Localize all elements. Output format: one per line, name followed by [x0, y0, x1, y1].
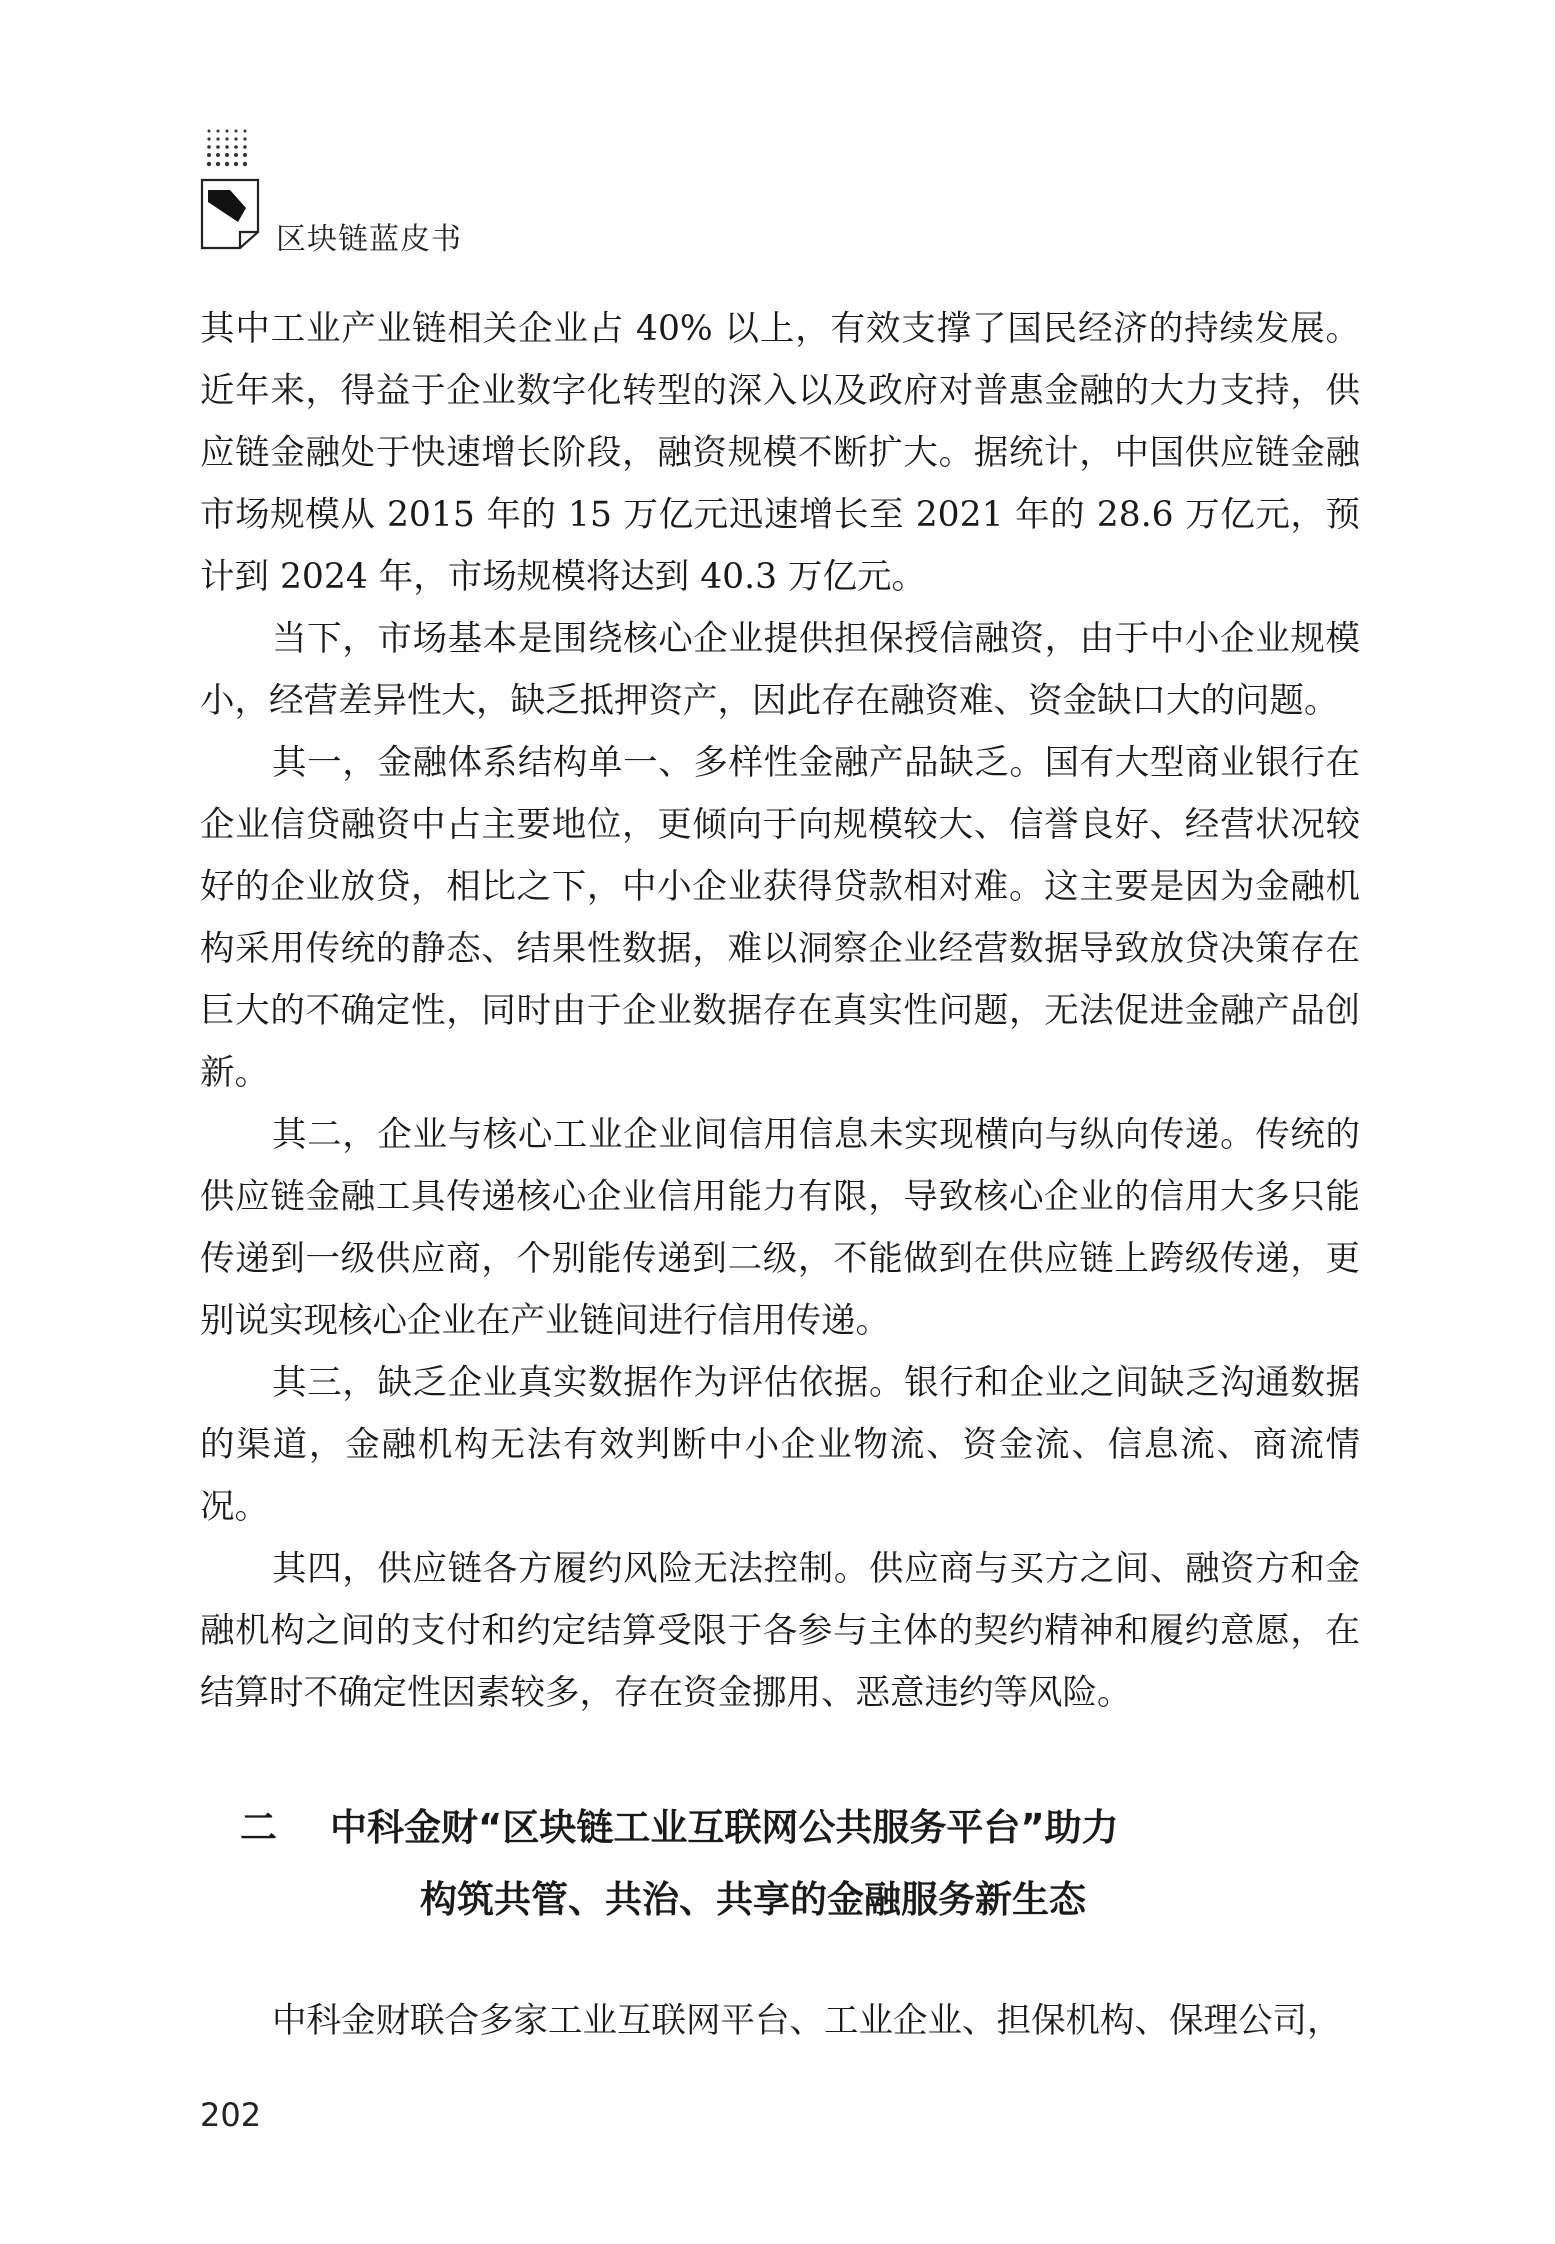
paragraph: 其二，企业与核心工业企业间信用信息未实现横向与纵向传递。传统的供应链金融工具传递核心企业信用能力有限，导致核心企业的信用大多只能传递到一级供应商，个别能传递到二级，不能做到在供应链上跨级传递，更别说实现核心企业在产业链间进行信用传递。 [200, 1115, 1360, 1341]
section-number: 二 [240, 1806, 277, 1849]
running-header [200, 128, 500, 258]
section-title-part-1: 中科金财“区块链工业互联网公共服务平台”助力 [330, 1806, 1119, 1849]
section-title-part-2: 构筑共管、共治、共享的金融服务新生态 [420, 1878, 1086, 1921]
paragraph: 其一，金融体系结构单一、多样性金融产品缺乏。国有大型商业银行在企业信贷融资中占主要地位，更倾向于向规模较大、信誉良好、经营状况较好的企业放贷，相比之下，中小企业获得贷款相对难。这主要是因为金融机构采用传统的静态、结果性数据，难以洞察企业经营数据导致放贷决策存在巨大的不确定性，同时由于企业数据存在真实性问题，无法促进金融产品创新。 [200, 743, 1360, 1093]
paragraph: 中科金财联合多家工业互联网平台、工业企业、担保机构、保理公司， [272, 2001, 1342, 2041]
series-title: 区块链蓝皮书 [276, 222, 462, 257]
paragraph: 当下，市场基本是围绕核心企业提供担保授信融资，由于中小企业规模小，经营差异性大，缺乏抵押资产，因此存在融资难、资金缺口大的问题。 [200, 619, 1360, 721]
paragraph: 其四，供应链各方履约风险无法控制。供应商与买方之间、融资方和金融机构之间的支付和约定结算受限于各参与主体的契约精神和履约意愿，在结算时不确定性因素较多，存在资金挪用、恶意违约等风险。 [200, 1549, 1360, 1713]
book-corner-icon [200, 178, 262, 250]
dot-grid-icon [206, 128, 256, 172]
paragraph: 其中工业产业链相关企业占 40% 以上，有效支撑了国民经济的持续发展。近年来，得益于企业数字化转型的深入以及政府对普惠金融的大力支持，供应链金融处于快速增长阶段，融资规模不断扩大。据统计，中国供应链金融市场规模从 2015 年的 15 万亿元迅速增长至 2021 年的 28.6 万亿元，预计到 2024 年，市场规模将达到 40.3 万亿元。 [200, 309, 1360, 597]
paragraph: 其三，缺乏企业真实数据作为评估依据。银行和企业之间缺乏沟通数据的渠道，金融机构无法有效判断中小企业物流、资金流、信息流、商流情况。 [200, 1363, 1360, 1527]
section-heading [200, 1792, 1360, 1936]
page-body [200, 298, 1360, 2052]
page-number: 202 [200, 2096, 262, 2134]
section-heading-line-1 [200, 1792, 1360, 1864]
